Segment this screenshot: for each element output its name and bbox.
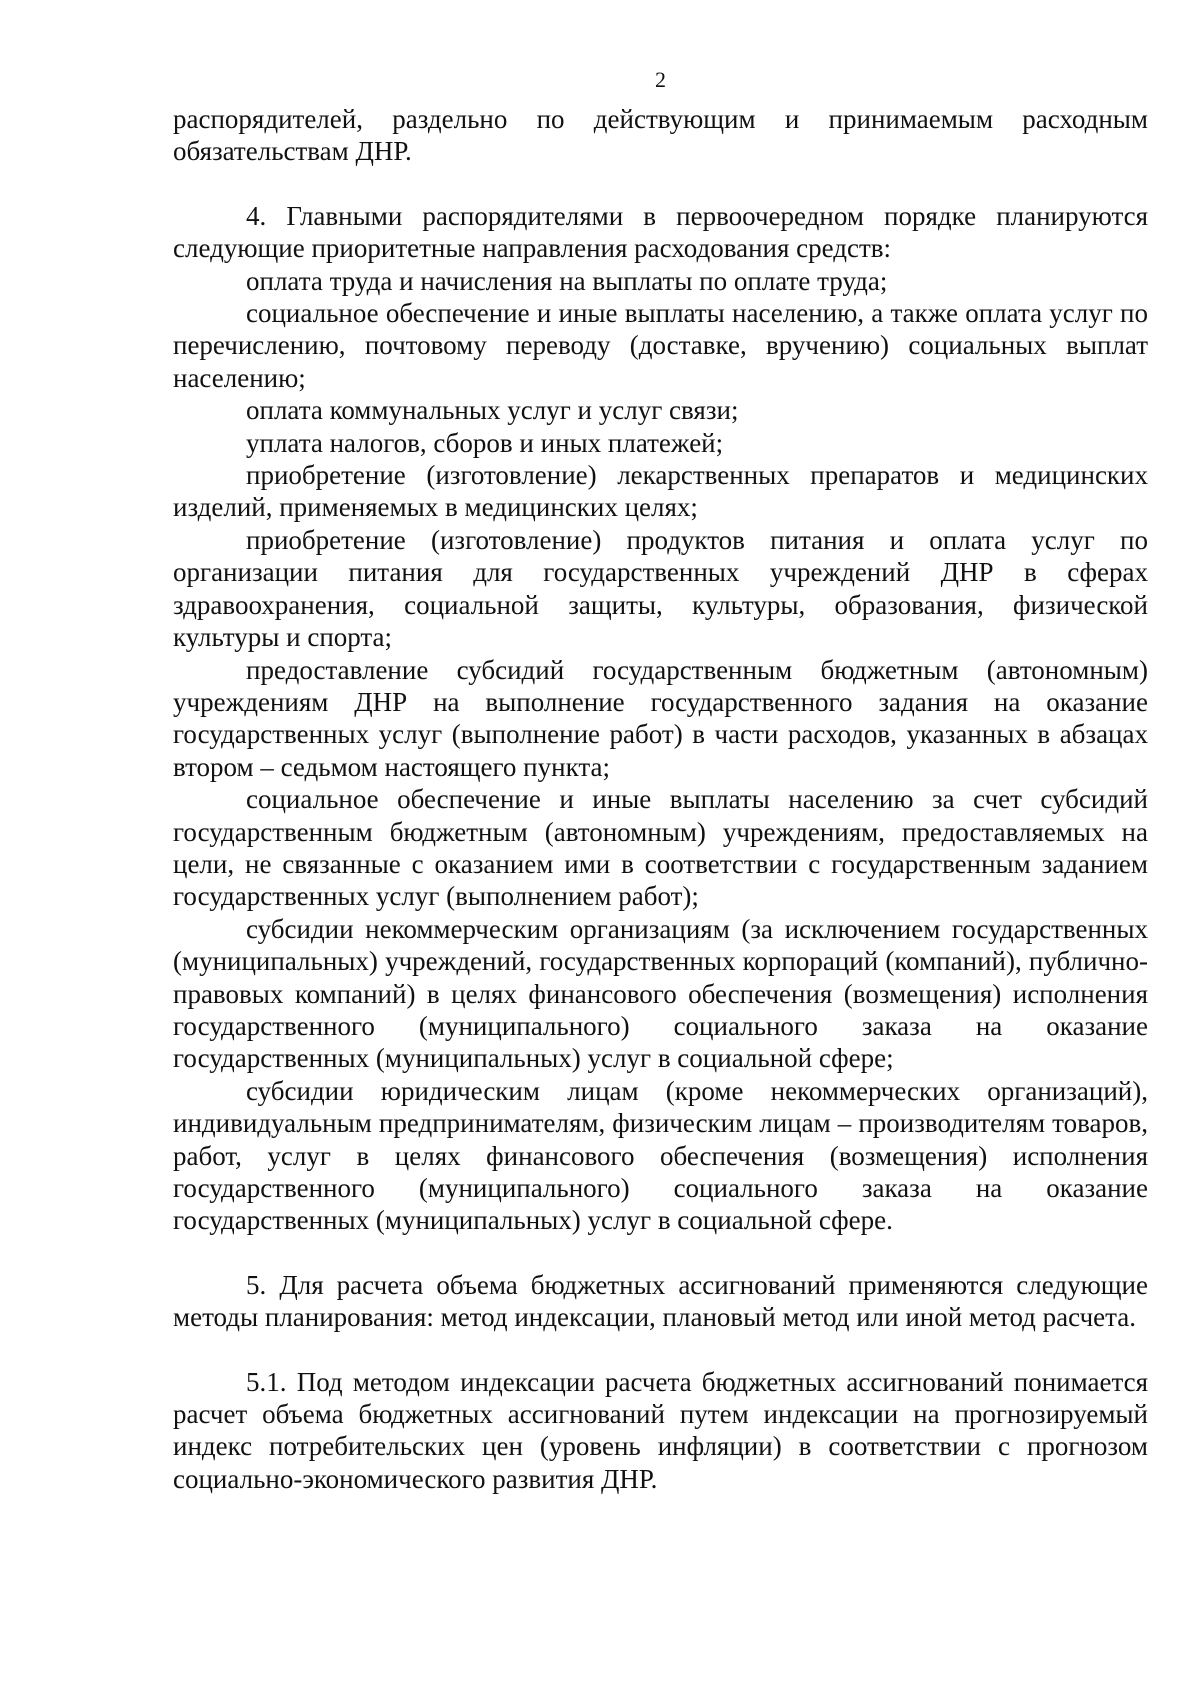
paragraph-item-5: 5. Для расчета объема бюджетных ассигнований применяются следующие методы планирования: метод индексации, плановый метод или иной метод расчета. xyxy=(173,1269,1148,1333)
paragraph-labor-pay: оплата труда и начисления на выплаты по оплате труда; xyxy=(246,265,888,296)
paragraph-item-4: 4. Главными распорядителями в первоочередном порядке планируются следующие приоритетные направления расходования средств: xyxy=(173,200,1148,264)
paragraph-subsidies-other-purposes: социальное обеспечение и иные выплаты населению за счет субсидий государственным бюджетным (автономным) учреждениям, предоставляемых на цели, не связанные с оказанием ими в соответствии с государственным заданием государственных услуг (выполнением работ); xyxy=(173,784,1148,912)
paragraph-social-payments: социальное обеспечение и иные выплаты населению, а также оплата услуг по перечислению, почтовому переводу (доставке, вручению) социальных выплат населению; xyxy=(173,298,1148,393)
paragraph-taxes: уплата налогов, сборов и иных платежей; xyxy=(246,427,724,458)
document-body xyxy=(173,103,1148,1495)
paragraph-item-5-1: 5.1. Под методом индексации расчета бюджетных ассигнований понимается расчет объема бюджетных ассигнований путем индексации на прогнозируемый индекс потребительских цен (уровень инфляции) в соответствии с прогнозом социально-экономического развития ДНР. xyxy=(173,1366,1148,1494)
paragraph-subsidies-legal-entities: субсидии юридическим лицам (кроме некоммерческих организаций), индивидуальным предпринимателям, физическим лицам – производителям товаров, работ, услуг в целях финансового обеспечения (возмещения) исполнения государственного (муниципального) социального заказа на оказание государственных (муниципальных) услуг в социальной сфере. xyxy=(173,1075,1148,1236)
paragraph-utilities: оплата коммунальных услуг и услуг связи; xyxy=(246,395,739,426)
document-page xyxy=(173,0,1148,1697)
paragraph-continuation: распорядителей, раздельно по действующим и принимаемым расходным обязательствам ДНР. xyxy=(173,104,1148,167)
paragraph-subsidies-nonprofit: субсидии некоммерческим организациям (за исключением государственных (муниципальных) учреждений, государственных корпораций (компаний), публично-правовых компаний) в целях финансового обеспечения (возмещения) исполнения государственного (муниципального) социального заказа на оказание государственных (муниципальных) услуг в социальной сфере; xyxy=(173,913,1148,1074)
paragraph-medicines: приобретение (изготовление) лекарственных препаратов и медицинских изделий, применяемых в медицинских целях; xyxy=(173,460,1148,523)
paragraph-food: приобретение (изготовление) продуктов питания и оплата услуг по организации питания для государственных учреждений ДНР в сферах здравоохранения, социальной защиты, культуры, образования, физической культуры и спорта; xyxy=(173,524,1148,653)
paragraph-subsidies-state-task: предоставление субсидий государственным бюджетным (автономным) учреждениям ДНР на выполнение государственного задания на оказание государственных услуг (выполнение работ) в части расходов, указанных в абзацах втором – седьмом настоящего пункта; xyxy=(173,654,1148,782)
page-number: 2 xyxy=(655,67,666,92)
